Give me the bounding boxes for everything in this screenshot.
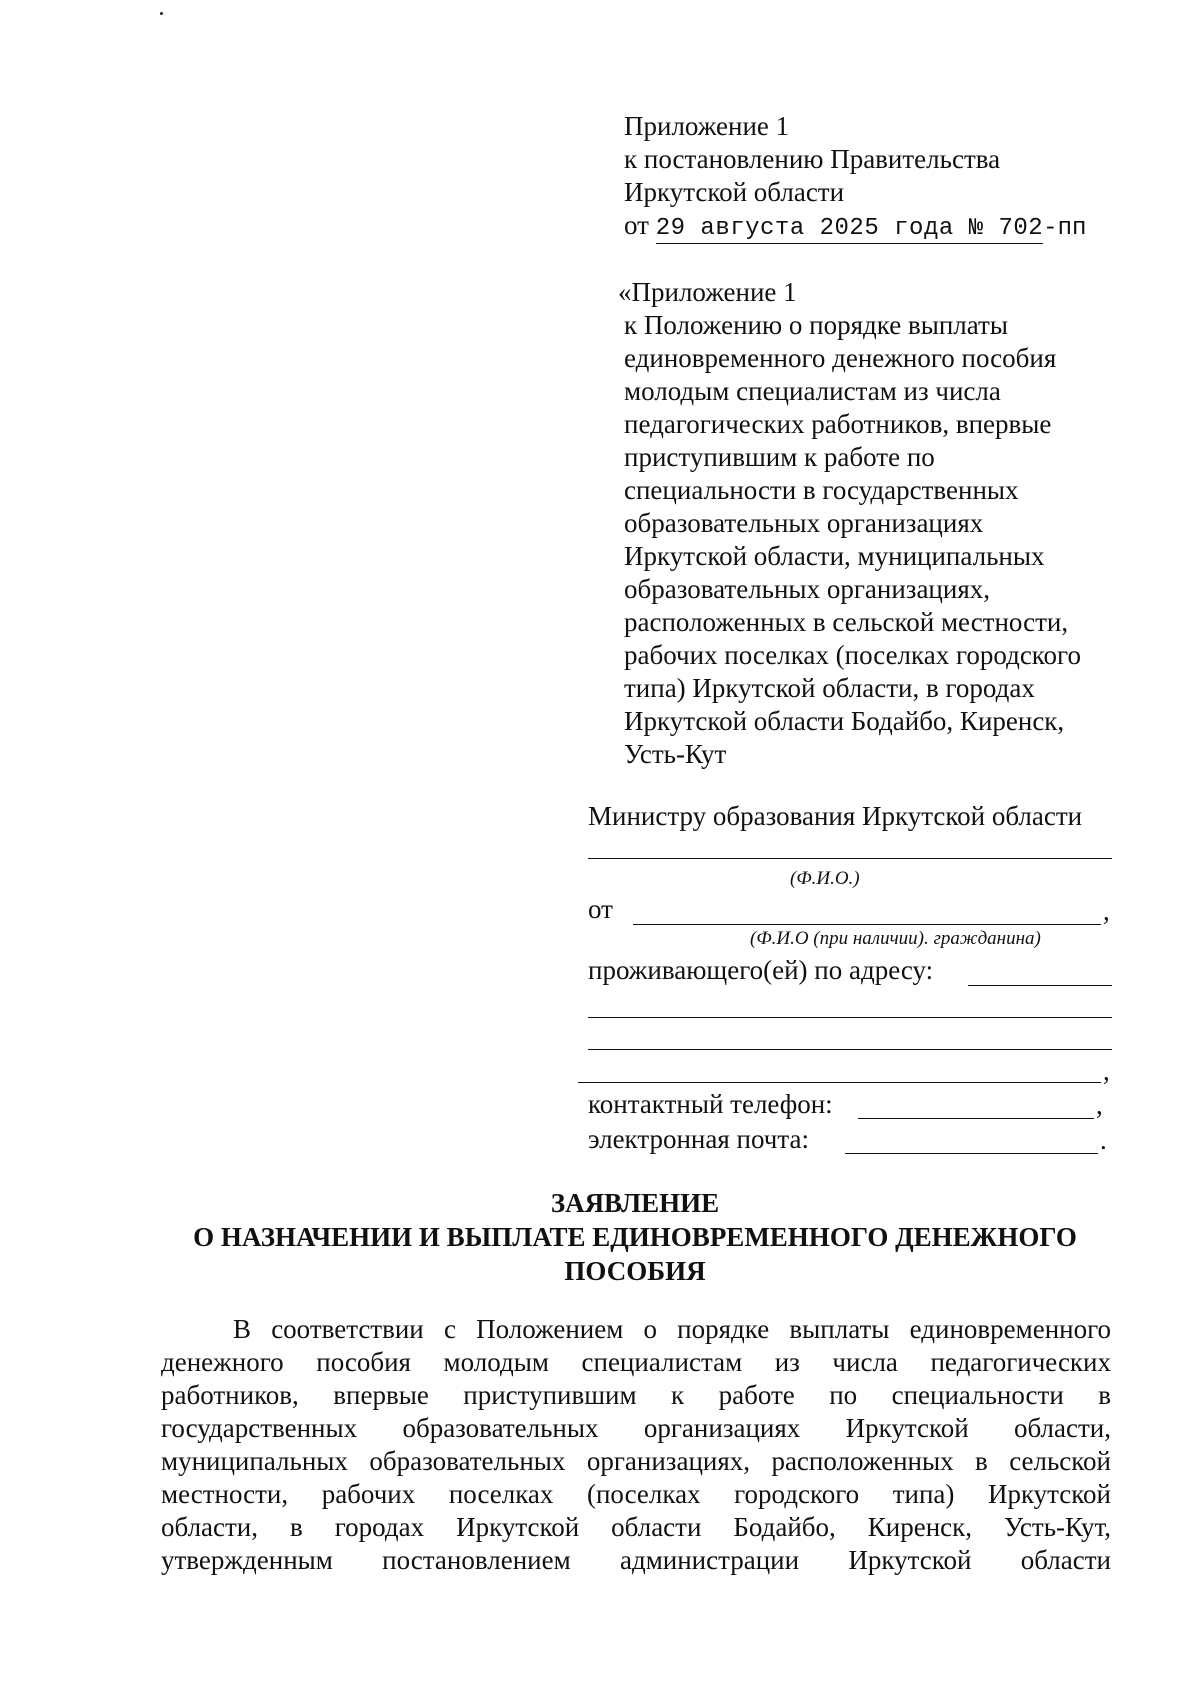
title-line: ПОСОБИЯ	[564, 1256, 706, 1286]
phone-field[interactable]	[858, 1118, 1094, 1119]
appendix-header-line: Иркутской области	[624, 177, 845, 207]
appendix-quote-line: типа) Иркутской области, в городах	[624, 673, 1035, 703]
scan-speck	[160, 12, 163, 15]
title-line: ЗАЯВЛЕНИЕ	[550, 1188, 720, 1218]
comma: ,	[1096, 1090, 1103, 1120]
appendix-quote-line: образовательных организациях	[624, 508, 984, 538]
address-field-line-4[interactable]	[578, 1082, 1101, 1083]
appendix-header-line: Приложение 1	[624, 111, 790, 141]
appendix-quote-line: педагогических работников, впервые	[624, 409, 1052, 439]
address-label: проживающего(ей) по адресу:	[588, 955, 934, 985]
body-line: денежного пособия молодым специалистам из числа педагогических	[161, 1347, 1111, 1377]
body-line: муниципальных образовательных организациях, расположенных в сельской	[161, 1446, 1111, 1476]
fio-caption: (Ф.И.О.)	[790, 868, 860, 889]
body-line: В соответствии с Положением о порядке выплаты единовременного	[233, 1314, 1111, 1344]
resolution-number-suffix: -пп	[1043, 215, 1087, 242]
date-prefix: от	[624, 210, 649, 240]
appendix-header-line: к постановлению Правительства	[624, 144, 1001, 174]
document-title	[150, 1186, 1120, 1288]
body-line: утвержденным постановлением администрации Иркутской области	[161, 1545, 1111, 1575]
body-line: местности, рабочих поселках (поселках городского типа) Иркутской	[161, 1479, 1111, 1509]
appendix-quote-line: к Положению о порядке выплаты	[624, 310, 1008, 340]
body-line: области, в городах Иркутской области Бодайбо, Киренск, Усть-Кут,	[161, 1512, 1111, 1542]
address-field-line-1[interactable]	[968, 985, 1112, 986]
appendix-quote-line: молодым специалистам из числа	[624, 376, 1001, 406]
appendix-quote-line: приступившим к работе по	[624, 442, 935, 472]
appendix-quote-line: единовременного денежного пособия	[624, 343, 1057, 373]
from-label: от	[588, 894, 613, 924]
title-line: О НАЗНАЧЕНИИ И ВЫПЛАТЕ ЕДИНОВРЕМЕННОГО ДЕНЕЖНОГО	[193, 1222, 1077, 1252]
body-paragraph	[161, 1313, 1111, 1577]
address-field-line-3[interactable]	[588, 1049, 1112, 1050]
email-label: электронная почта:	[588, 1124, 809, 1154]
appendix-quote-line: Иркутской области, муниципальных	[624, 541, 1045, 571]
comma: ,	[1103, 1056, 1110, 1086]
body-line: работников, впервые приступившим к работе по специальности в	[161, 1380, 1111, 1410]
resolution-date-row	[624, 209, 1086, 245]
appendix-quote-line: Усть-Кут	[624, 739, 727, 769]
citizen-caption: (Ф.И.О (при наличии). гражданина)	[750, 928, 1041, 949]
appendix-quote-line: образовательных организациях,	[624, 574, 990, 604]
appendix-quote	[618, 276, 1081, 771]
appendix-quote-line: расположенных в сельской местности,	[624, 607, 1069, 637]
appendix-header	[624, 110, 1086, 245]
phone-label: контактный телефон:	[588, 1089, 833, 1119]
appendix-quote-line: специальности в государственных	[624, 475, 1019, 505]
resolution-date: 29 августа 2025 года № 702	[655, 215, 1044, 242]
minister-name-field[interactable]	[588, 858, 1112, 859]
addressee: Министру образования Иркутской области	[588, 801, 1083, 831]
email-field[interactable]	[845, 1153, 1098, 1154]
appendix-quote-line: рабочих поселках (поселках городского	[624, 640, 1081, 670]
citizen-name-field[interactable]	[633, 924, 1101, 925]
period: .	[1100, 1125, 1107, 1155]
appendix-quote-line: «Приложение 1	[618, 277, 797, 307]
comma: ,	[1103, 896, 1110, 926]
appendix-quote-line: Иркутской области Бодайбо, Киренск,	[624, 706, 1065, 736]
body-line: государственных образовательных организациях Иркутской области,	[161, 1413, 1111, 1443]
address-field-line-2[interactable]	[588, 1017, 1112, 1018]
